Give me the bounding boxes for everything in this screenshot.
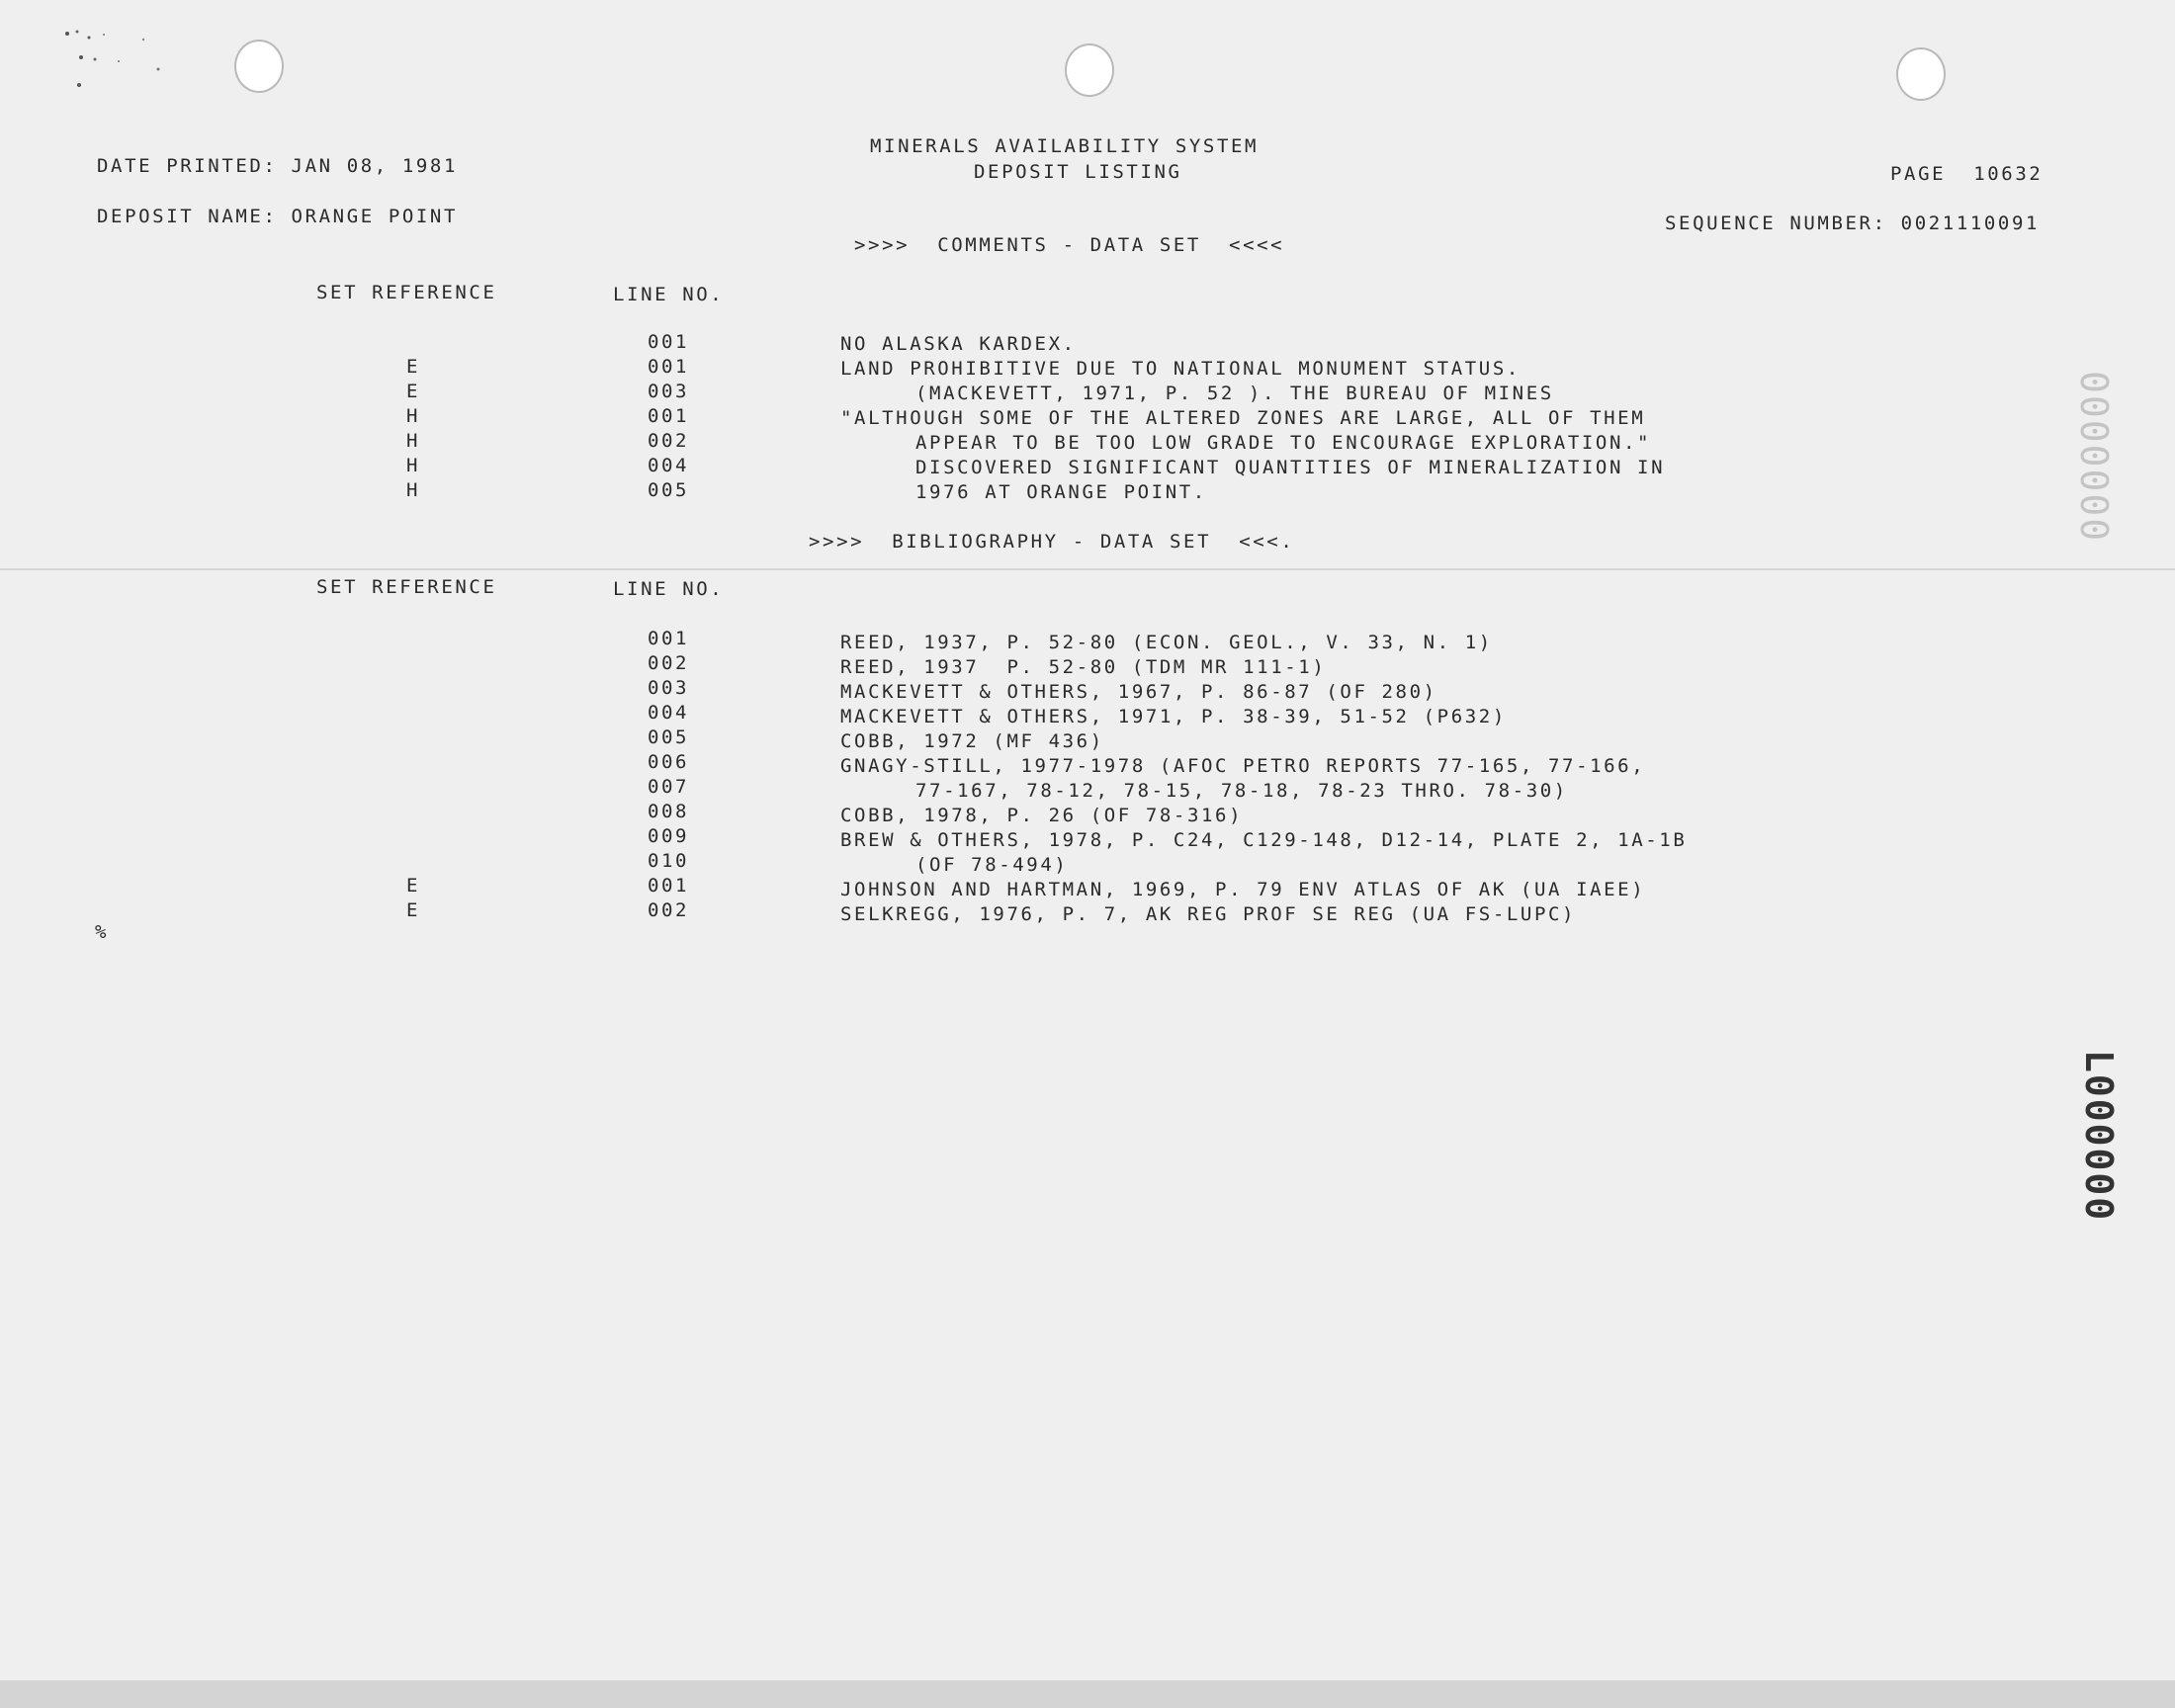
bibliography-text: JOHNSON AND HARTMAN, 1969, P. 79 ENV ATLAS OF AK (UA IAEE): [840, 879, 1646, 900]
bibliography-text: 77-167, 78-12, 78-15, 78-18, 78-23 THRO. 78-30): [915, 780, 1568, 802]
comments-col-set-reference: SET REFERENCE: [316, 282, 497, 303]
line-no-cell: 003: [647, 381, 690, 402]
line-no-cell: 008: [647, 801, 690, 822]
line-no-cell: 002: [647, 430, 690, 452]
punch-hole-center: [1065, 43, 1114, 97]
line-no-cell: 001: [647, 356, 690, 378]
line-no-cell: 001: [647, 405, 690, 427]
system-title: MINERALS AVAILABILITY SYSTEM: [870, 135, 1260, 157]
set-reference-cell: E: [405, 899, 421, 921]
line-no-cell: 004: [647, 455, 690, 476]
page-bottom-edge: [0, 1680, 2175, 1708]
line-no-cell: 002: [647, 652, 690, 674]
line-no-cell: 010: [647, 850, 690, 872]
date-printed: DATE PRINTED: JAN 08, 1981: [97, 155, 459, 177]
line-no-cell: 001: [647, 875, 690, 897]
bibliography-text: (OF 78-494): [915, 854, 1069, 876]
set-reference-cell: H: [405, 430, 421, 452]
line-no-cell: 004: [647, 702, 690, 724]
bibliography-text: MACKEVETT & OTHERS, 1967, P. 86-87 (OF 280): [840, 681, 1437, 703]
listing-title: DEPOSIT LISTING: [974, 161, 1182, 183]
line-no-cell: 003: [647, 677, 690, 699]
set-reference-cell: E: [405, 875, 421, 897]
fiche-mark-bottom: L000000: [2077, 1050, 2121, 1223]
line-no-cell: 009: [647, 825, 690, 847]
set-reference-cell: H: [405, 405, 421, 427]
bibliography-text: MACKEVETT & OTHERS, 1971, P. 38-39, 51-52 (P632): [840, 706, 1507, 727]
comments-section-title: >>>> COMMENTS - DATA SET <<<<: [854, 234, 1285, 256]
sequence-number: SEQUENCE NUMBER: 0021110091: [1665, 213, 2041, 234]
comment-text: APPEAR TO BE TOO LOW GRADE TO ENCOURAGE EXPLORATION.": [915, 432, 1652, 454]
comment-text: LAND PROHIBITIVE DUE TO NATIONAL MONUMENT STATUS.: [840, 358, 1521, 380]
comment-text: DISCOVERED SIGNIFICANT QUANTITIES OF MINERALIZATION IN: [915, 457, 1666, 478]
set-reference-cell: E: [405, 356, 421, 378]
punch-hole-left: [234, 40, 284, 93]
page-fold-line: [0, 568, 2175, 570]
bibliography-text: REED, 1937 P. 52-80 (TDM MR 111-1): [840, 656, 1327, 678]
page-number: PAGE 10632: [1890, 163, 2044, 185]
comment-text: "ALTHOUGH SOME OF THE ALTERED ZONES ARE LARGE, ALL OF THEM: [840, 407, 1646, 429]
line-no-cell: 006: [647, 751, 690, 773]
line-no-cell: 002: [647, 899, 690, 921]
comment-text: 1976 AT ORANGE POINT.: [915, 481, 1207, 503]
punch-hole-right: [1896, 47, 1946, 101]
line-no-cell: 001: [647, 331, 690, 353]
bibliography-text: GNAGY-STILL, 1977-1978 (AFOC PETRO REPORTS 77-165, 77-166,: [840, 755, 1646, 777]
comment-text: NO ALASKA KARDEX.: [840, 333, 1077, 355]
end-of-listing-marker: %: [95, 921, 110, 943]
line-no-cell: 007: [647, 776, 690, 798]
bibliography-text: COBB, 1978, P. 26 (OF 78-316): [840, 805, 1244, 826]
line-no-cell: 005: [647, 479, 690, 501]
deposit-name: DEPOSIT NAME: ORANGE POINT: [97, 206, 459, 227]
bibliography-section-title: >>>> BIBLIOGRAPHY - DATA SET <<<.: [809, 531, 1295, 553]
set-reference-cell: E: [405, 381, 421, 402]
set-reference-cell: H: [405, 479, 421, 501]
bibliography-text: COBB, 1972 (MF 436): [840, 730, 1104, 752]
bibliography-text: BREW & OTHERS, 1978, P. C24, C129-148, D12-14, PLATE 2, 1A-1B: [840, 829, 1688, 851]
line-no-cell: 005: [647, 726, 690, 748]
comment-text: (MACKEVETT, 1971, P. 52 ). THE BUREAU OF MINES: [915, 383, 1554, 404]
paper-specks: [59, 28, 188, 97]
bibliography-col-set-reference: SET REFERENCE: [316, 576, 497, 598]
line-no-cell: 001: [647, 628, 690, 649]
fiche-mark-top: 0000000: [2072, 371, 2116, 544]
bibliography-text: SELKREGG, 1976, P. 7, AK REG PROF SE REG (UA FS-LUPC): [840, 903, 1577, 925]
comments-col-line-no: LINE NO.: [613, 284, 725, 305]
set-reference-cell: H: [405, 455, 421, 476]
bibliography-col-line-no: LINE NO.: [613, 578, 725, 600]
bibliography-text: REED, 1937, P. 52-80 (ECON. GEOL., V. 33, N. 1): [840, 632, 1493, 653]
